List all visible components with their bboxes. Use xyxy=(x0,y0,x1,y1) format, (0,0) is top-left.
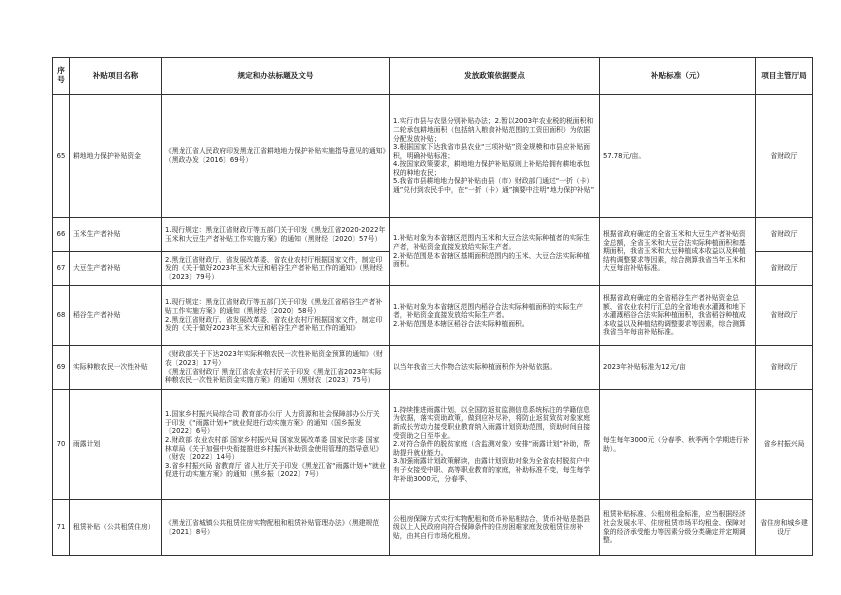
row-number: 67 xyxy=(53,252,70,286)
subsidy-name: 雨露计划 xyxy=(70,390,162,500)
managing-department: 省财政厅 xyxy=(756,218,813,252)
basis-line: 1.持续推进雨露计划，以全国防返贫监测信息系统标注的学籍信息为依据，落实资助政策，做到应补尽补，将防止返贫致贫对象家庭新成长劳动力接受职业教育纳入雨露计划资助范围，资助时间自接受资助之日至毕业。 xyxy=(393,405,591,440)
row-number: 70 xyxy=(53,390,70,500)
row-number: 65 xyxy=(53,95,70,218)
policy-basis xyxy=(390,390,600,500)
basis-line: 以当年我省三大作物合法实际种植面积作为补贴依据。 xyxy=(393,363,557,372)
policy-basis xyxy=(390,346,600,390)
managing-department: 省财政厅 xyxy=(756,346,813,390)
row-number: 69 xyxy=(53,346,70,390)
subsidy-name: 实际种粮农民一次性补贴 xyxy=(70,346,162,390)
policy-docs xyxy=(162,500,390,556)
policy-docs xyxy=(162,346,390,390)
basis-line: 1.实行市县与农垦分别补贴办法；2.暂以2003年农业税的税面积和二轮承包耕地面积（包括纳入粮食补贴范围的工资田面积）为依据分配发放补贴； xyxy=(393,117,594,143)
subsidy-standard: 2023年补贴标准为12元/亩 xyxy=(600,346,756,390)
policy-doc-line: 《黑龙江省人民政府印发黑龙江省耕地地力保护补贴实施指导意见的通知》（黑政办发〔2016〕69号） xyxy=(165,147,386,164)
policy-basis xyxy=(390,286,600,346)
table-row xyxy=(53,390,813,500)
table-row xyxy=(53,346,813,390)
policy-doc-line: 2.黑龙江省财政厅、省发展改革委、省农业农村厅根据国家文件，制定印发的《关于做好2023年玉米大豆和稻谷生产者补贴工作的通知》 xyxy=(165,315,383,333)
table-row xyxy=(53,500,813,556)
table-row xyxy=(53,218,813,252)
managing-department: 省财政厅 xyxy=(756,286,813,346)
basis-line: 1.补贴对象为本省辖区范围内稻谷合法实际种植面积的实际生产者，补贴资金直接发放给实际生产者。 xyxy=(393,302,583,320)
row-number: 71 xyxy=(53,500,70,556)
policy-table xyxy=(52,57,813,556)
policy-doc-line: 《黑龙江省城镇公共租赁住房实物配租和租赁补贴管理办法》（黑建规范〔2021〕8号） xyxy=(165,518,380,536)
policy-doc-line: 1.现行规定：黑龙江省财政厅等五部门关于印发《黑龙江省稻谷生产者补贴工作实施方案》的通知（黑财经〔2020〕58号） xyxy=(165,298,383,315)
table-row xyxy=(53,286,813,346)
subsidy-standard: 57.78元/亩。 xyxy=(600,95,756,218)
managing-department: 省财政厅 xyxy=(756,252,813,286)
basis-line: 3.根据国家下达我省市县农业“三项补贴”资金规模和市县应补贴面积，明确补贴标准； xyxy=(393,143,591,160)
basis-line: 5.我省市县耕地地力保护补贴由县（市）财政部门通过“一折（卡）通”兑付到农民手中，在“一折（卡）通”摘要中注明“地力保护补贴” xyxy=(393,177,595,195)
managing-department: 省住房和城乡建设厅 xyxy=(756,500,813,556)
policy-docs xyxy=(162,390,390,500)
col-header-basis: 发放政策依据要点 xyxy=(390,58,600,95)
col-header-name: 补贴项目名称 xyxy=(70,58,162,95)
subsidy-name: 稻谷生产者补贴 xyxy=(70,286,162,346)
basis-line: 1.补贴对象为本省辖区范围内玉米和大豆合法实际种植者的实际生产者，补贴资金直接发放给实际生产者。 xyxy=(393,234,590,251)
subsidy-name: 耕地地力保护补贴资金 xyxy=(70,95,162,218)
policy-docs xyxy=(162,95,390,218)
table-header-row xyxy=(53,58,813,95)
subsidy-standard-text: 根据省政府确定的全省稻谷生产者补贴资金总额、省农业农村厅汇总的全省地表水灌溉和地下水灌溉稻谷合法实际种植面积，我省稻谷种植成本收益以及种植结构调整要求等因素，综合测算我省当年每亩补贴标准。 xyxy=(603,294,746,337)
basis-line: 公租房保障方式实行实物配租和货币补贴相结合，货币补贴是指县级以上人民政府向符合保障条件的住房困难家庭发放租赁住房补贴，由其自行市场化租房。 xyxy=(393,514,591,540)
subsidy-standard xyxy=(600,286,756,346)
managing-department: 省财政厅 xyxy=(756,95,813,218)
subsidy-standard: 每生每年3000元（分春季、秋季两个学期进行补助）。 xyxy=(600,390,756,500)
table-row xyxy=(53,95,813,218)
policy-doc-line: 1.国家乡村振兴局综合司 教育部办公厅 人力资源和社会保障部办公厅关于印发《“雨露计划+”就业促进行动实施方案》的通知（国乡振发〔2022〕6号） xyxy=(165,410,380,436)
basis-line: 2.补贴范围是本辖区稻谷合法实际种植面积。 xyxy=(393,319,529,328)
col-header-docs: 规定和办法标题及文号 xyxy=(162,58,390,95)
col-header-dept: 项目主管厅局 xyxy=(756,58,813,95)
policy-docs xyxy=(162,218,390,252)
row-number: 68 xyxy=(53,286,70,346)
col-header-no: 序号 xyxy=(53,58,70,95)
row-number: 66 xyxy=(53,218,70,252)
policy-doc-line: 2.财政部 农业农村部 国家乡村振兴局 国家发展改革委 国家民宗委 国家林草局《关于加强中央衔接推进乡村振兴补助资金使用管理的指导意见》（财农〔2022〕14号） xyxy=(165,435,383,462)
subsidy-standard: 租赁补贴标准、公租房租金标准，应当根据经济社会发展水平、住房租赁市场平均租金、保障对象的经济承受能力等因素分级分类确定并定期调整。 xyxy=(600,500,756,556)
policy-basis xyxy=(390,218,600,286)
policy-doc-line: 《黑龙江省财政厅 黑龙江省农业农村厅关于印发《黑龙江省2023年实际种粮农民一次性补贴资金实施方案》的通知（黑财农〔2023〕75号） xyxy=(165,367,382,385)
managing-department: 省乡村振兴局 xyxy=(756,390,813,500)
policy-doc-line: 《财政部关于下达2023年实际种粮农民一次性补贴资金预算的通知》（财农〔2023〕17号） xyxy=(165,350,383,367)
subsidy-name: 玉米生产者补贴 xyxy=(70,218,162,252)
subsidy-name: 租赁补贴（公共租赁住房） xyxy=(70,500,162,556)
policy-doc-line: 2.黑龙江省财政厅、省发展改革委、省农业农村厅根据国家文件，制定印发的《关于做好2023年玉米大豆和稻谷生产者补贴工作的通知》（黑财经〔2023〕79号） xyxy=(165,255,383,281)
subsidy-name: 大豆生产者补贴 xyxy=(70,252,162,286)
basis-line: 2.补贴范围是本省辖区基期面积范围内的玉米、大豆合法实际种植面积。 xyxy=(393,251,590,269)
basis-line: 4.按国家政策要求，耕地地力保护补贴原则上补贴给拥有耕地承包权的种地农民； xyxy=(393,160,590,177)
policy-basis xyxy=(390,500,600,556)
basis-line: 2.对符合条件的脱贫家庭（含监测对象）安排“雨露计划”补助，帮助提升就业能力。 xyxy=(393,440,591,457)
policy-doc-line: 3.省乡村振兴局 省教育厅 省人社厅关于印发《黑龙江省“雨露计划+”就业促进行动实施方案》的通知（黑乡振〔2022〕7号） xyxy=(165,461,386,479)
policy-doc-line: 1.现行规定：黑龙江省财政厅等五部门关于印发《黑龙江省2020-2022年玉米和大豆生产者补贴工作实施方案》的通知（黑财经〔2020〕57号） xyxy=(165,225,386,243)
basis-line: 3.加强雨露计划政策解读，由露计划资助对象为全省农村脱贫户中有子女接受中职、高等职业教育的家庭，补助标准不变，每生每学年补助3000元，分春季、 xyxy=(393,457,591,483)
policy-docs xyxy=(162,252,390,286)
policy-basis xyxy=(390,95,600,218)
subsidy-standard: 根据省政府确定的全省玉米和大豆生产者补贴资金总额，全省玉米和大豆合法实际种植面积和基期面积，我省玉米和大豆种植成本收益以及种植结构调整要求等因素，综合测算我省当年玉米和大豆每亩补贴标准。 xyxy=(600,218,756,286)
policy-docs xyxy=(162,286,390,346)
col-header-standard: 补贴标准（元） xyxy=(600,58,756,95)
